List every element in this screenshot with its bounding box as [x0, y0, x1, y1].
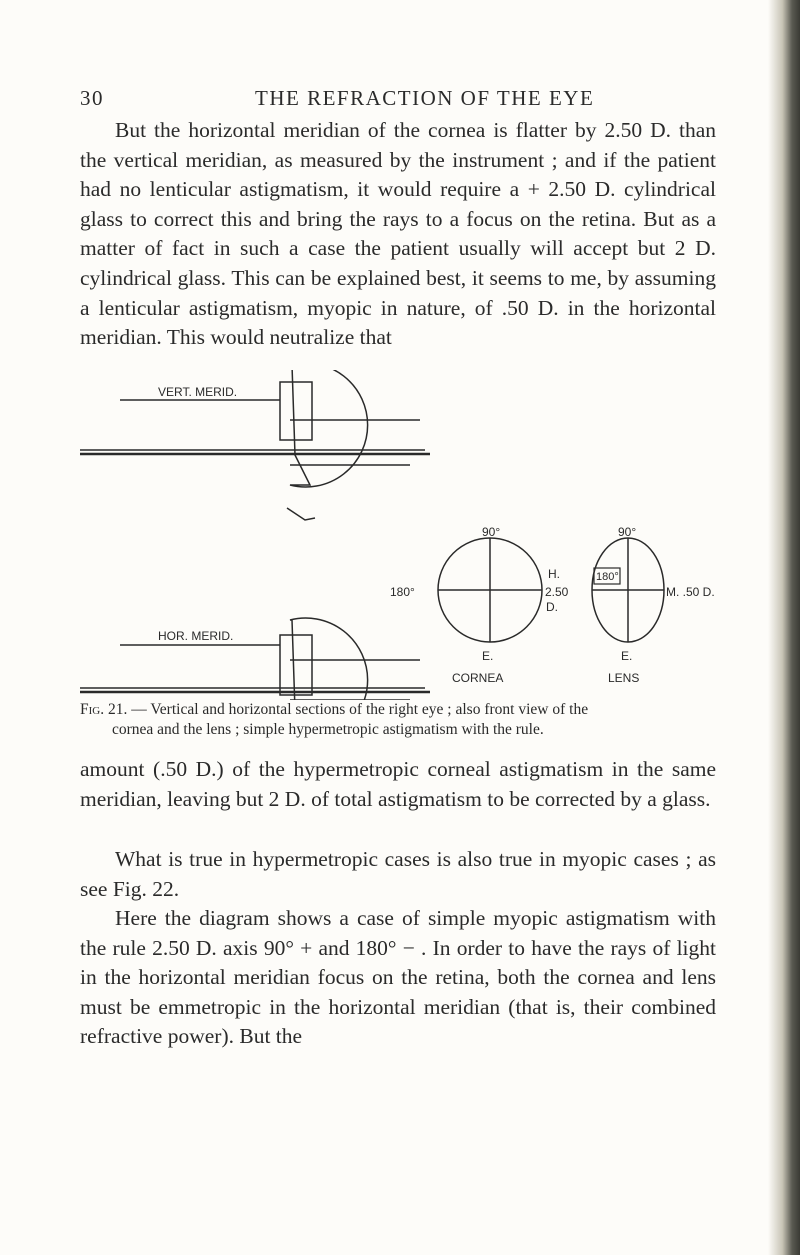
vert-lens [280, 382, 312, 440]
running-title: THE REFRACTION OF THE EYE [255, 86, 595, 110]
cornea-label: CORNEA [452, 671, 504, 685]
hor-lens [280, 635, 312, 695]
cornea-h-label: H. [548, 567, 560, 581]
caption-line-1: — Vertical and horizontal sections of the right eye ; also front view of the [127, 701, 589, 718]
vert-lens-inner [287, 508, 315, 520]
paragraph-3: What is true in hypermetropic cases is also true in myopic cases ; as see Fig. 22. [80, 847, 716, 901]
hor-merid-label: HOR. MERID. [158, 629, 234, 643]
paragraph-2: amount (.50 D.) of the hypermetropic corneal astigmatism in the same meridian, leaving but 2 D. of total astigmatism to be corrected by a glass. [80, 757, 716, 811]
cornea-180-label: 180° [390, 585, 415, 599]
caption-line-2: cornea and the lens ; simple hypermetropic astigmatism with the rule. [112, 721, 544, 738]
lens-e-label: E. [621, 649, 633, 663]
cornea-d-label: D. [546, 600, 558, 614]
lens-90-label: 90° [618, 525, 637, 539]
cornea-value-label: 2.50 [545, 585, 569, 599]
vert-eye-outline [290, 370, 368, 487]
cornea-90-label: 90° [482, 525, 501, 539]
figure-21 [80, 370, 720, 700]
vert-merid-label: VERT. MERID. [158, 385, 238, 399]
eye-sections-diagram [80, 370, 720, 700]
caption-label: Fig. 21. [80, 701, 128, 718]
paragraph-4: Here the diagram shows a case of simple myopic astigmatism with the rule 2.50 D. axis 90° + and 180° − . In order to have the rays of light in the horizontal meridian focus on the retina, both the cornea and lens must be emmetropic in the horizontal meridian (that is, their combined refractive power). But the [80, 906, 716, 1049]
lens-m-label: M. .50 D. [666, 585, 715, 599]
lens-180-label: 180° [596, 571, 619, 583]
paragraph-1: But the horizontal meridian of the cornea is flatter by 2.50 D. than the vertical meridian, as measured by the instrument ; and if the patient had no lenticular astigmatism, it would require a + 2.50 D. cylindrical glass to correct this and bring the rays to a focus on the retina. But as a matter of fact in such a case the patient usually will accept but 2 D. cylindrical glass. This can be explained best, it seems to me, by assuming a lenticular astigmatism, myopic in nature, of .50 D. in the horizontal meridian. This would neutralize that [80, 118, 716, 350]
cornea-e-label: E. [482, 649, 494, 663]
figure-caption [80, 700, 740, 740]
page-number: 30 [80, 86, 104, 110]
page-edge-shadow [768, 0, 800, 1255]
lens-label: LENS [608, 671, 640, 685]
